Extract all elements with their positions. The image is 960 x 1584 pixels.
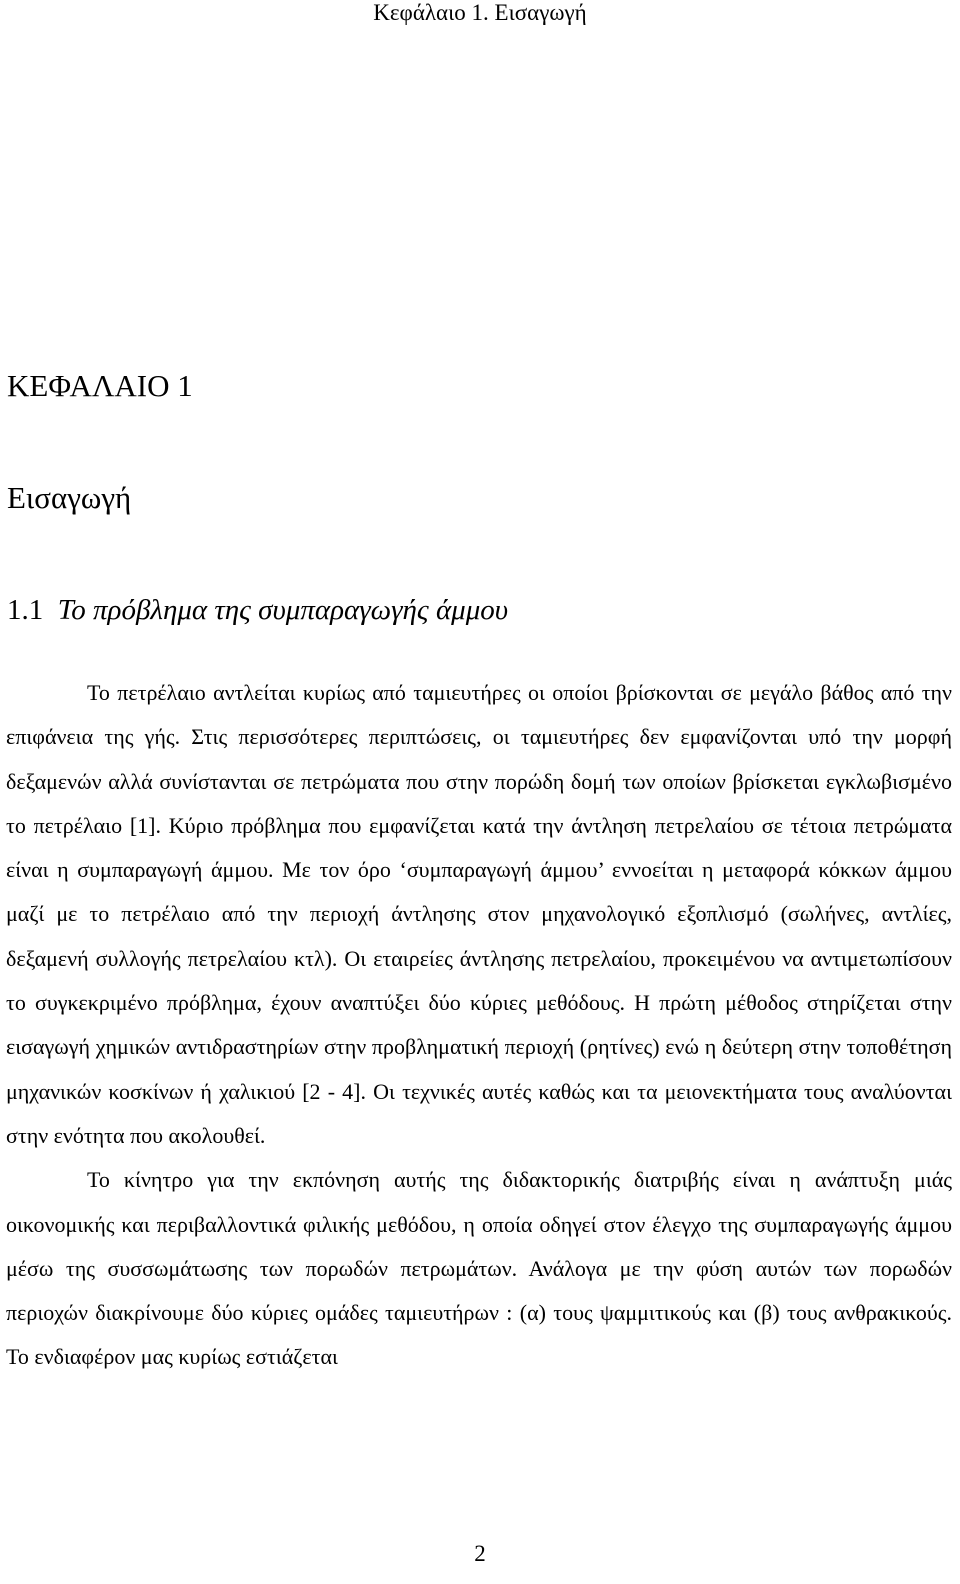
page-number: 2: [474, 1541, 486, 1566]
chapter-label: ΚΕΦΑΛΑΙΟ 1: [7, 368, 193, 403]
section-number: 1.1: [7, 594, 44, 626]
body-text: [6, 671, 952, 1380]
paragraph: Το πετρέλαιο αντλείται κυρίως από ταμιευτήρες οι οποίοι βρίσκονται σε μεγάλο βάθος από την επιφάνεια της γής. Στις περισσότερες περιπτώσεις, οι ταμιευτήρες δεν εμφανίζονται υπό την μορφή δεξαμενών αλλά συνίστανται σε πετρώματα που στην πορώδη δομή των οποίων βρίσκεται εγκλωβισμένο το πετρέλαιο [1]. Κύριο πρόβλημα που εμφανίζεται κατά την άντληση πετρελαίου σε τέτοια πετρώματα είναι η συμπαραγωγή άμμου. Με τον όρο ‘συμπαραγωγή άμμου’ εννοείται η μεταφορά κόκκων άμμου μαζί με το πετρέλαιο από την περιοχή άντλησης στον μηχανολογικό εξοπλισμό (σωλήνες, αντλίες, δεξαμενή συλλογής πετρελαίου κτλ). Οι εταιρείες άντλησης πετρελαίου, προκειμένου να αντιμετωπίσουν το συγκεκριμένο πρόβλημα, έχουν αναπτύξει δύο κύριες μεθόδους. Η πρώτη μέθοδος στηρίζεται στην εισαγωγή χημικών αντιδραστηρίων στην προβληματική περιοχή (ρητίνες) ενώ η δεύτερη στην τοποθέτηση μηχανικών κοσκίνων ή χαλικιού [2 - 4]. Οι τεχνικές αυτές καθώς και τα μειονεκτήματα τους αναλύονται στην ενότητα που ακολουθεί.: [6, 680, 952, 1148]
section-title: Το πρόβλημα της συμπαραγωγής άμμου: [57, 594, 509, 626]
chapter-title: Εισαγωγή: [7, 480, 132, 515]
paragraph: Το κίνητρο για την εκπόνηση αυτής της διδακτορικής διατριβής είναι η ανάπτυξη μιάς οικονομικής και περιβαλλοντικά φιλικής μεθόδου, η οποία οδηγεί στον έλεγχο της συμπαραγωγής άμμου μέσω της συσσωμάτωσης των πορωδών πετρωμάτων. Ανάλογα με την φύση αυτών των πορωδών περιοχών διακρίνουμε δύο κύριες ομάδες ταμιευτήρων : (α) τους ψαμμιτικούς και (β) τους ανθρακικούς. Το ενδιαφέρον μας κυρίως εστιάζεται: [6, 1167, 952, 1370]
section-heading: [7, 592, 508, 628]
running-header: Κεφάλαιο 1. Εισαγωγή: [373, 0, 587, 25]
